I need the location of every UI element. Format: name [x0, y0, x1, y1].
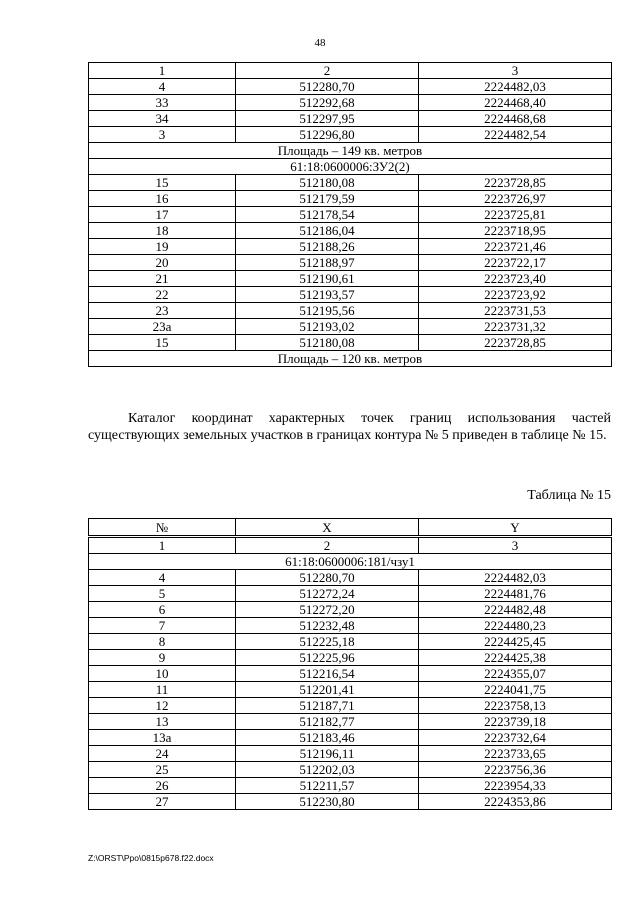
table-row — [89, 570, 612, 586]
point-number-cell: 5 — [89, 586, 236, 602]
y-coordinate-cell: 2223758,13 — [419, 698, 612, 714]
y-coordinate-cell: 2224480,23 — [419, 618, 612, 634]
point-number-cell: 25 — [89, 762, 236, 778]
x-coordinate-cell: 512296,80 — [236, 127, 419, 143]
table-row — [89, 95, 612, 111]
y-coordinate-cell: 2223728,85 — [419, 175, 612, 191]
table-row — [89, 666, 612, 682]
point-number-cell: 22 — [89, 287, 236, 303]
point-number-cell: 26 — [89, 778, 236, 794]
table-row — [89, 271, 612, 287]
table-section-row — [89, 143, 612, 159]
x-coordinate-cell: 512225,18 — [236, 634, 419, 650]
x-coordinate-cell: 512280,70 — [236, 570, 419, 586]
x-coordinate-cell: 512193,57 — [236, 287, 419, 303]
point-number-cell: 23а — [89, 319, 236, 335]
table-row — [89, 335, 612, 351]
point-number-cell: 34 — [89, 111, 236, 127]
x-coordinate-cell: 512230,80 — [236, 794, 419, 810]
y-coordinate-cell: 2223954,33 — [419, 778, 612, 794]
x-coordinate-cell: 512179,59 — [236, 191, 419, 207]
table-row — [89, 319, 612, 335]
y-coordinate-cell: 2224353,86 — [419, 794, 612, 810]
table-row — [89, 714, 612, 730]
x-coordinate-cell: 512182,77 — [236, 714, 419, 730]
table-row — [89, 287, 612, 303]
point-number-cell: 17 — [89, 207, 236, 223]
point-number-cell: 20 — [89, 255, 236, 271]
y-coordinate-cell: 2224482,03 — [419, 79, 612, 95]
table-section-row — [89, 351, 612, 367]
point-number-cell: 3 — [89, 127, 236, 143]
column-header-number: № — [89, 519, 236, 537]
x-coordinate-cell: 512188,26 — [236, 239, 419, 255]
coordinates-table-continued — [88, 62, 612, 367]
table-section-row — [89, 159, 612, 175]
y-coordinate-cell: 2223726,97 — [419, 191, 612, 207]
section-label: 61:18:0600006:ЗУ2(2) — [89, 159, 612, 175]
point-number-cell: 16 — [89, 191, 236, 207]
table-row — [89, 239, 612, 255]
table-15-body — [89, 537, 612, 810]
table-row — [89, 175, 612, 191]
y-coordinate-cell: 2224482,48 — [419, 602, 612, 618]
table-row — [89, 586, 612, 602]
section-label: Площадь – 120 кв. метров — [89, 351, 612, 367]
column-header-x: X — [236, 519, 419, 537]
x-coordinate-cell: 2 — [236, 537, 419, 554]
point-number-cell: 11 — [89, 682, 236, 698]
x-coordinate-cell: 512190,61 — [236, 271, 419, 287]
y-coordinate-cell: 2224481,76 — [419, 586, 612, 602]
section-label: 61:18:0600006:181/чзу1 — [89, 554, 612, 570]
y-coordinate-cell: 2223723,92 — [419, 287, 612, 303]
table-row — [89, 127, 612, 143]
table-row — [89, 79, 612, 95]
y-coordinate-cell: 2223733,65 — [419, 746, 612, 762]
y-coordinate-cell: 2223731,53 — [419, 303, 612, 319]
point-number-cell: 1 — [89, 63, 236, 79]
x-coordinate-cell: 512280,70 — [236, 79, 419, 95]
y-coordinate-cell: 2223728,85 — [419, 335, 612, 351]
table-row — [89, 537, 612, 554]
point-number-cell: 4 — [89, 570, 236, 586]
x-coordinate-cell: 512202,03 — [236, 762, 419, 778]
point-number-cell: 27 — [89, 794, 236, 810]
table-15 — [88, 518, 612, 810]
y-coordinate-cell: 2223723,40 — [419, 271, 612, 287]
point-number-cell: 12 — [89, 698, 236, 714]
x-coordinate-cell: 512186,04 — [236, 223, 419, 239]
point-number-cell: 24 — [89, 746, 236, 762]
y-coordinate-cell: 2223732,64 — [419, 730, 612, 746]
catalog-description-paragraph: Каталог координат характерных точек границ использования частей существующих земельных участков в границах контура № 5 приведен в таблице № 15. — [88, 411, 611, 443]
table-15-caption: Таблица № 15 — [527, 488, 611, 503]
footer-file-path: Z:\ORST\Ppo\0815p678.f22.docx — [88, 853, 214, 863]
table-row — [89, 634, 612, 650]
x-coordinate-cell: 2 — [236, 63, 419, 79]
point-number-cell: 7 — [89, 618, 236, 634]
table-row — [89, 255, 612, 271]
y-coordinate-cell: 3 — [419, 63, 612, 79]
table-row — [89, 303, 612, 319]
point-number-cell: 21 — [89, 271, 236, 287]
x-coordinate-cell: 512297,95 — [236, 111, 419, 127]
x-coordinate-cell: 512272,20 — [236, 602, 419, 618]
point-number-cell: 18 — [89, 223, 236, 239]
y-coordinate-cell: 2224425,38 — [419, 650, 612, 666]
point-number-cell: 4 — [89, 79, 236, 95]
x-coordinate-cell: 512180,08 — [236, 335, 419, 351]
table-row — [89, 762, 612, 778]
x-coordinate-cell: 512201,41 — [236, 682, 419, 698]
section-label: Площадь – 149 кв. метров — [89, 143, 612, 159]
table-row — [89, 682, 612, 698]
point-number-cell: 19 — [89, 239, 236, 255]
y-coordinate-cell: 2224468,40 — [419, 95, 612, 111]
coordinates-table-body — [89, 63, 612, 367]
point-number-cell: 15 — [89, 175, 236, 191]
x-coordinate-cell: 512183,46 — [236, 730, 419, 746]
table-row — [89, 650, 612, 666]
table-row — [89, 730, 612, 746]
x-coordinate-cell: 512188,97 — [236, 255, 419, 271]
point-number-cell: 33 — [89, 95, 236, 111]
x-coordinate-cell: 512292,68 — [236, 95, 419, 111]
point-number-cell: 13а — [89, 730, 236, 746]
table-row — [89, 778, 612, 794]
x-coordinate-cell: 512187,71 — [236, 698, 419, 714]
table-15-header-row — [89, 519, 612, 537]
table-row — [89, 746, 612, 762]
point-number-cell: 1 — [89, 537, 236, 554]
point-number-cell: 15 — [89, 335, 236, 351]
y-coordinate-cell: 2224355,07 — [419, 666, 612, 682]
x-coordinate-cell: 512180,08 — [236, 175, 419, 191]
table-row — [89, 794, 612, 810]
table-row — [89, 618, 612, 634]
x-coordinate-cell: 512195,56 — [236, 303, 419, 319]
column-header-y: Y — [419, 519, 612, 537]
y-coordinate-cell: 2223731,32 — [419, 319, 612, 335]
x-coordinate-cell: 512211,57 — [236, 778, 419, 794]
point-number-cell: 13 — [89, 714, 236, 730]
x-coordinate-cell: 512178,54 — [236, 207, 419, 223]
y-coordinate-cell: 2224468,68 — [419, 111, 612, 127]
x-coordinate-cell: 512225,96 — [236, 650, 419, 666]
x-coordinate-cell: 512193,02 — [236, 319, 419, 335]
y-coordinate-cell: 2224482,54 — [419, 127, 612, 143]
x-coordinate-cell: 512196,11 — [236, 746, 419, 762]
point-number-cell: 6 — [89, 602, 236, 618]
table-row — [89, 191, 612, 207]
y-coordinate-cell: 2224482,03 — [419, 570, 612, 586]
y-coordinate-cell: 2223721,46 — [419, 239, 612, 255]
point-number-cell: 23 — [89, 303, 236, 319]
point-number-cell: 10 — [89, 666, 236, 682]
y-coordinate-cell: 2224041,75 — [419, 682, 612, 698]
point-number-cell: 8 — [89, 634, 236, 650]
table-row — [89, 223, 612, 239]
table-row — [89, 207, 612, 223]
point-number-cell: 9 — [89, 650, 236, 666]
x-coordinate-cell: 512272,24 — [236, 586, 419, 602]
page-number: 48 — [314, 37, 326, 49]
x-coordinate-cell: 512216,54 — [236, 666, 419, 682]
table-section-row — [89, 554, 612, 570]
y-coordinate-cell: 2223718,95 — [419, 223, 612, 239]
table-row — [89, 111, 612, 127]
y-coordinate-cell: 3 — [419, 537, 612, 554]
x-coordinate-cell: 512232,48 — [236, 618, 419, 634]
table-row — [89, 63, 612, 79]
table-row — [89, 602, 612, 618]
y-coordinate-cell: 2224425,45 — [419, 634, 612, 650]
y-coordinate-cell: 2223756,36 — [419, 762, 612, 778]
y-coordinate-cell: 2223725,81 — [419, 207, 612, 223]
table-row — [89, 698, 612, 714]
y-coordinate-cell: 2223739,18 — [419, 714, 612, 730]
y-coordinate-cell: 2223722,17 — [419, 255, 612, 271]
